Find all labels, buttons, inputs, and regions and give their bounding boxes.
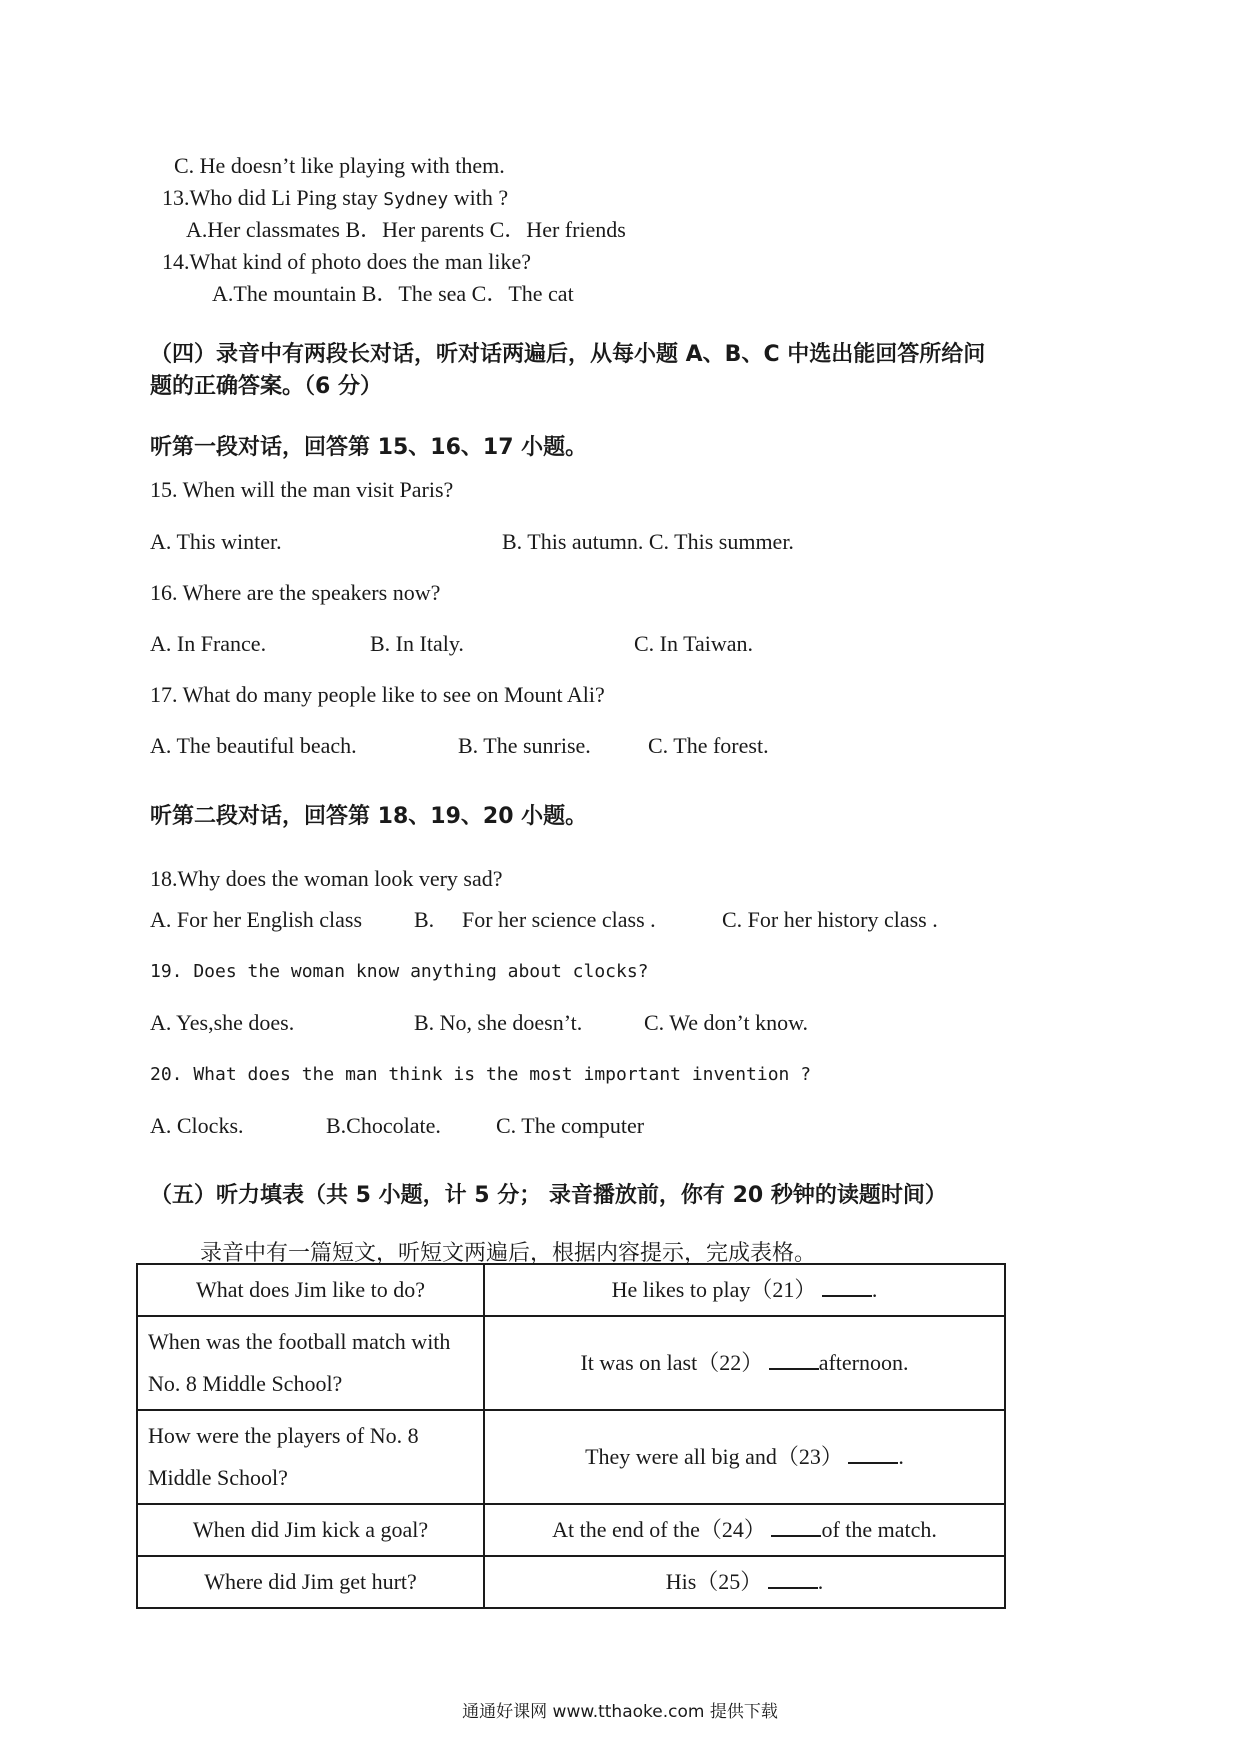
part4-heading-line2: 题的正确答案。（6 分）	[150, 374, 382, 399]
q17-option-c: C. The forest.	[648, 733, 769, 758]
answer-suffix: of the match.	[821, 1517, 937, 1542]
part5-intro: 录音中有一篇短文，听短文两遍后，根据内容提示，完成表格。	[200, 1241, 817, 1266]
q17-stem: 17. What do many people like to see on Mount Ali?	[150, 682, 605, 707]
q14-stem: 14.What kind of photo does the man like?	[162, 249, 532, 274]
table-row	[137, 1410, 1005, 1504]
q15-option-a: A. This winter.	[150, 529, 282, 554]
table-question: How were the players of No. 8 Middle School?	[137, 1410, 484, 1504]
q19-option-b: B. No, she doesn’t.	[414, 1010, 583, 1035]
table-question: When was the football match with No. 8 Middle School?	[137, 1316, 484, 1410]
q19-option-a: A. Yes,she does.	[150, 1010, 295, 1035]
answer-blank-24[interactable]	[771, 1513, 821, 1537]
answer-suffix: afternoon.	[818, 1350, 909, 1375]
answer-suffix: .	[817, 1569, 824, 1594]
table-question: What does Jim like to do?	[137, 1264, 484, 1316]
q19-stem: 19. Does the woman know anything about clocks?	[150, 961, 649, 982]
table-answer	[484, 1316, 1005, 1410]
q13-stem	[162, 184, 508, 214]
table-row	[137, 1316, 1005, 1410]
table-row	[137, 1504, 1005, 1556]
q16-stem: 16. Where are the speakers now?	[150, 580, 441, 605]
q19-option-c: C. We don’t know.	[644, 1010, 809, 1035]
q18-option-a: A. For her English class	[150, 907, 363, 932]
q20-option-a: A. Clocks.	[150, 1113, 244, 1138]
page-footer: 通通好课网 www.tthaoke.com 提供下载	[462, 1702, 778, 1722]
q16-option-a: A. In France.	[150, 631, 267, 656]
answer-suffix: .	[898, 1444, 904, 1469]
table-question: Where did Jim get hurt?	[137, 1556, 484, 1608]
table-row	[137, 1556, 1005, 1608]
q16-option-c: C. In Taiwan.	[634, 631, 754, 656]
table-answer	[484, 1264, 1005, 1316]
part5-heading: （五）听力填表（共 5 小题，计 5 分； 录音播放前，你有 20 秒钟的读题时间）	[150, 1183, 947, 1208]
dialog1-heading: 听第一段对话，回答第 15、16、17 小题。	[150, 435, 588, 460]
answer-prefix: They were all big and（23）	[585, 1444, 843, 1469]
part4-heading-line1: （四）录音中有两段长对话，听对话两遍后，从每小题 A、B、C 中选出能回答所给问	[150, 342, 986, 367]
fill-in-table	[136, 1263, 1006, 1609]
table-answer	[484, 1556, 1005, 1608]
q18-stem: 18.Why does the woman look very sad?	[150, 866, 503, 891]
answer-blank-23[interactable]	[848, 1440, 898, 1464]
answer-blank-21[interactable]	[822, 1273, 872, 1297]
table-answer	[484, 1410, 1005, 1504]
q18-option-c: C. For her history class .	[722, 907, 938, 932]
dialog2-heading: 听第二段对话，回答第 18、19、20 小题。	[150, 804, 588, 829]
q15-option-bc: B. This autumn. C. This summer.	[502, 529, 794, 554]
q18-option-b: For her science class .	[462, 907, 656, 932]
table-question: When did Jim kick a goal?	[137, 1504, 484, 1556]
q16-option-b: B. In Italy.	[370, 631, 464, 656]
q18-option-b-letter: B.	[414, 907, 435, 932]
q13-options: A.Her classmates B．Her parents C．Her friends	[186, 217, 626, 242]
q13-stem-place: Sydney	[383, 189, 449, 210]
q20-option-c: C. The computer	[496, 1113, 645, 1138]
answer-suffix: .	[871, 1277, 878, 1302]
answer-prefix: It was on last（22）	[580, 1350, 764, 1375]
table-row	[137, 1264, 1005, 1316]
answer-prefix: At the end of the（24）	[552, 1517, 766, 1542]
q13-stem-part3: with ?	[448, 185, 509, 210]
table-answer	[484, 1504, 1005, 1556]
answer-blank-22[interactable]	[769, 1346, 819, 1370]
q13-stem-part1: 13.Who did Li Ping stay	[162, 185, 384, 210]
q12-option-c: C. He doesn’t like playing with them.	[174, 153, 505, 178]
q20-stem: 20. What does the man think is the most important invention ?	[150, 1064, 812, 1085]
q20-option-b: B.Chocolate.	[326, 1113, 441, 1138]
answer-blank-25[interactable]	[768, 1565, 818, 1589]
answer-prefix: He likes to play（21）	[611, 1277, 817, 1302]
q17-option-a: A. The beautiful beach.	[150, 733, 357, 758]
q14-options: A.The mountain B．The sea C．The cat	[212, 281, 574, 306]
answer-prefix: His（25）	[665, 1569, 763, 1594]
q17-option-b: B. The sunrise.	[458, 733, 591, 758]
q15-stem: 15. When will the man visit Paris?	[150, 477, 454, 502]
